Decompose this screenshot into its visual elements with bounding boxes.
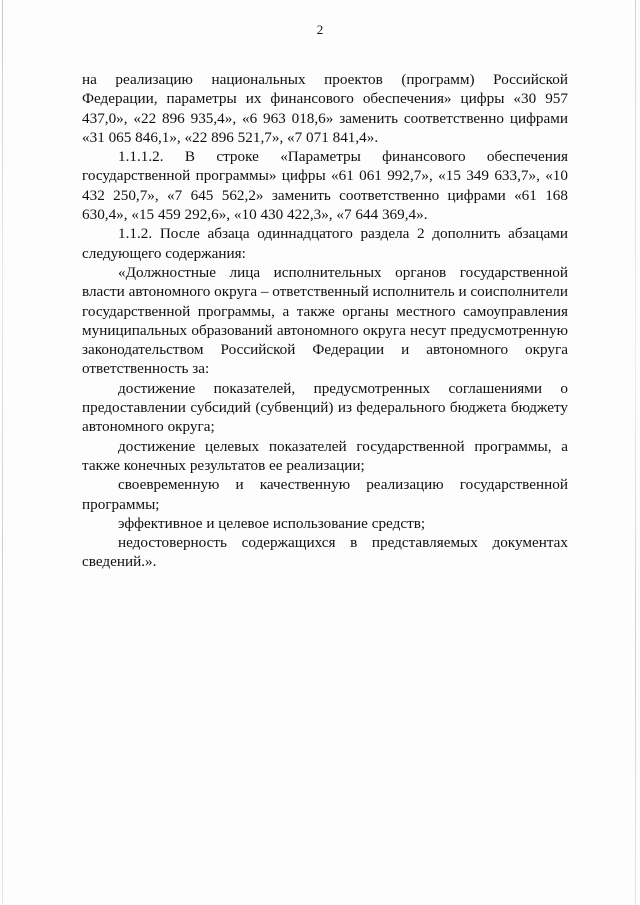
scan-edge-left: [2, 0, 3, 905]
list-item-indicators: достижение показателей, предусмотренных соглашениями о предоставлении субсидий (субвенций) из федерального бюджета бюджету автономного округа;: [82, 379, 568, 436]
document-body: [82, 70, 568, 572]
paragraph-continuation: на реализацию национальных проектов (программ) Российской Федерации, параметры их финансового обеспечения» цифры «30 957 437,0», «22 896 935,4», «6 963 018,6» заменить соответственно цифрами «31 065 846,1», «22 896 521,7», «7 071 841,4».: [82, 71, 568, 146]
scan-edge-right: [635, 0, 636, 905]
paragraph-1-1-2: 1.1.2. После абзаца одиннадцатого раздела 2 дополнить абзацами следующего содержания:: [82, 225, 568, 262]
page-number: 2: [316, 22, 324, 37]
paragraph-responsibility: «Должностные лица исполнительных органов государственной власти автономного округа – ответственный исполнитель и соисполнители государственной программы, а также органы местного самоуправления муниципальных образований автономного округа несут предусмотренную законодательством Российской Федерации и автономного округа ответственность за:: [82, 263, 569, 378]
list-item-effective-use: эффективное и целевое использование средств;: [118, 514, 426, 532]
list-item-inaccuracy: недостоверность содержащихся в представляемых документах сведений.».: [82, 534, 568, 571]
paragraph-1-1-1-2: 1.1.1.2. В строке «Параметры финансового обеспечения государственной программы» цифры «61 061 992,7», «15 349 633,7», «10 432 250,7», «7 645 562,2» заменить соответственно цифрами «61 168 630,4», «15 459 292,6», «10 430 422,3», «7 644 369,4».: [82, 148, 568, 224]
list-item-timely-implementation: своевременную и качественную реализацию государственной программы;: [82, 476, 568, 513]
list-item-target-indicators: достижение целевых показателей государственной программы, а также конечных результатов ее реализации;: [82, 437, 568, 474]
